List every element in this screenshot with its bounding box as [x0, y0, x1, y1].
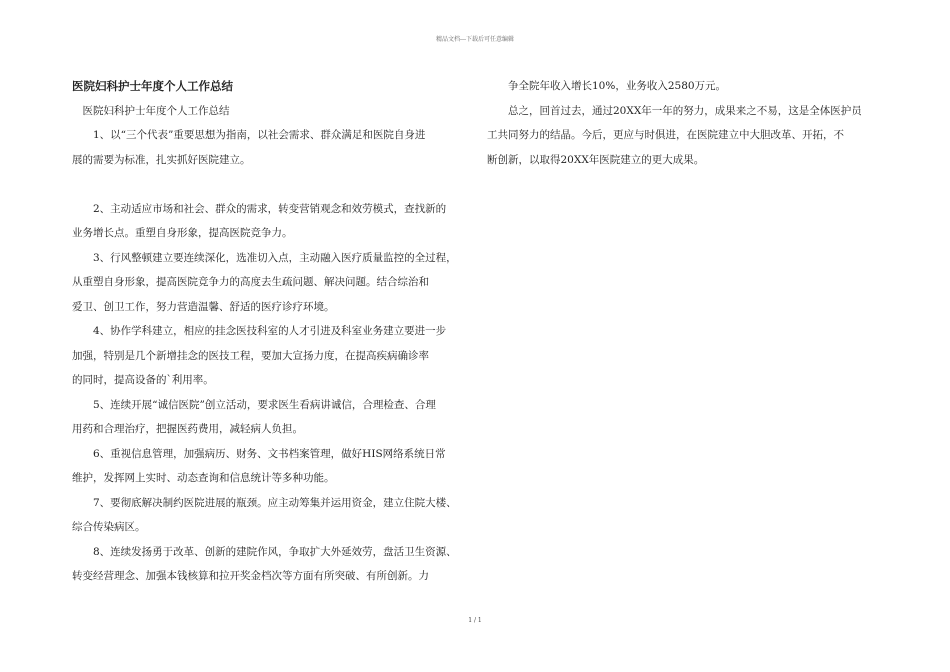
paragraph-9-line-2: 工共同努力的结晶。今后，更应与时俱进，在医院建立中大胆改革、开拓，不	[487, 129, 844, 141]
paragraph-3-line-3: 爱卫、创卫工作，努力营造温馨、舒适的医疗诊疗环境。	[72, 300, 335, 313]
left-column	[72, 74, 464, 589]
paragraph-3-line-1: 3、行风整顿建立要连续深化，选准切入点，主动融入医疗质量监控的全过程，	[93, 251, 457, 264]
paragraph-2-line-1: 2、主动适应市场和社会、群众的需求，转变营销观念和效劳模式，查找新的	[93, 202, 447, 215]
paragraph-7-line-2: 综合传染病区。	[72, 521, 146, 533]
paragraph-9-line-1: 总之，回首过去，通过20XX年一年的努力，成果来之不易，这是全体医护员	[508, 104, 862, 117]
document-subtitle: 医院妇科护士年度个人工作总结	[82, 104, 230, 117]
paragraph-8-line-3: 争全院年收入增长10%，业务收入2580万元。	[508, 80, 727, 92]
paragraph-1-line-2: 展的需要为标准，扎实抓好医院建立。	[72, 153, 251, 166]
paragraph-3-line-2: 从重塑自身形象，提高医院竞争力的高度去生疏问题、解决问题。结合综治和	[72, 276, 429, 288]
right-column	[487, 74, 879, 172]
paragraph-6-line-2: 维护，发挥网上实时、动态查询和信息统计等多种功能。	[72, 472, 335, 484]
paragraph-2-line-2: 业务增长点。重塑自身形象，提高医院竞争力。	[72, 227, 293, 239]
document-title: 医院妇科护士年度个人工作总结	[72, 79, 233, 93]
paragraph-5-line-1: 5、连续开展“诚信医院”创立活动，要求医生看病讲诚信，合理检查、合理	[93, 398, 436, 411]
paragraph-4-line-3: 的同时，提高设备的`利用率。	[72, 374, 214, 386]
paragraph-4-line-1: 4、协作学科建立，相应的挂念医技科室的人才引进及科室业务建立要进一步	[93, 325, 447, 337]
paragraph-8-line-1: 8、连续发扬勇于改革、创新的建院作风，争取扩大外延效劳，盘活卫生资源、	[93, 545, 457, 558]
paragraph-1-line-1: 1、以“三个代表”重要思想为指南，以社会需求、群众满足和医院自身进	[93, 129, 426, 141]
paragraph-5-line-2: 用药和合理治疗，把握医药费用，减轻病人负担。	[72, 423, 303, 435]
page-number: 1 / 1	[468, 617, 482, 624]
paragraph-6-line-1: 6、重视信息管理，加强病历、财务、文书档案管理，做好HIS网络系统日常	[93, 447, 446, 460]
paragraph-gap	[72, 172, 464, 197]
page-header: 精品文档---下载后可任意编辑	[435, 36, 515, 43]
paragraph-8-line-2: 转变经营理念、加强本钱核算和拉开奖金档次等方面有所突破、有所创新。力	[72, 570, 429, 582]
paragraph-9-line-3: 断创新，以取得20XX年医院建立的更大成果。	[487, 153, 705, 166]
paragraph-7-line-1: 7、要彻底解决制约医院进展的瓶颈。应主动筹集并运用资金，建立住院大楼、	[93, 496, 457, 509]
paragraph-4-line-2: 加强，特别是几个新增挂念的医技工程，要加大宣扬力度，在提高疾病确诊率	[72, 349, 429, 362]
